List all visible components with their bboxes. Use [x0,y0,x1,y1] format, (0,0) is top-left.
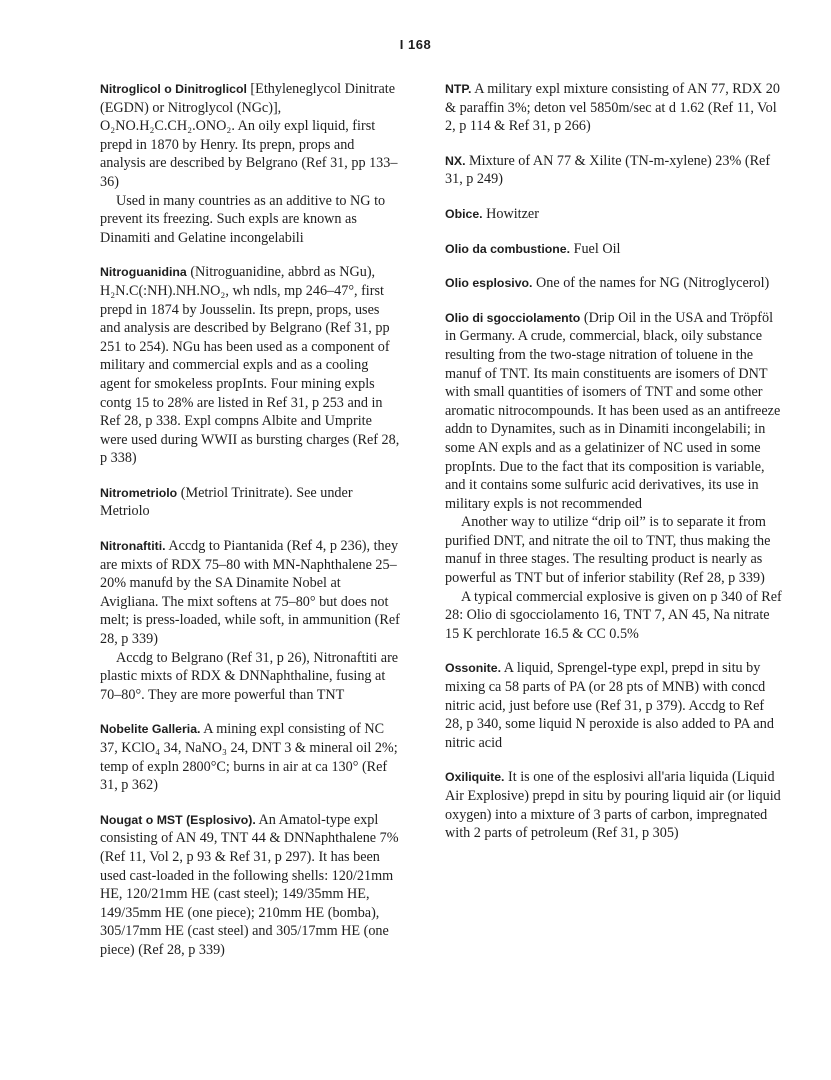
entry-nx [445,152,785,189]
left-column [100,80,400,976]
entry-heading: Obice. [445,206,483,221]
entry-heading: Nitronaftiti. [100,539,166,554]
entry-ossonite [445,659,785,752]
entry-heading: NX. [445,153,466,168]
entry-text: Another way to utilize “drip oil” is to separate it from purified DNT, and nitrate the oil to TNT, thus making the manuf in three stages. The resulting product is nearly as powerful as TNT but of inferior stability (Ref 28, p 339) [445,514,771,587]
entry-heading: Nougat o MST (Esplosivo). [100,812,256,827]
entry-text: A military expl mixture consisting of AN 77, RDX 20 & paraffin 3%; deton vel 5850m/sec at d 1.62 (Ref 11, Vol 2, p 114 & Ref 31, p 266) [445,81,780,135]
entry-heading: Nitrometriolo [100,485,178,500]
entry-heading: Oxiliquite. [445,770,505,785]
entry-heading: Olio esplosivo. [445,276,533,291]
entry-nitrometriolo [100,484,400,521]
entry-nitronaftiti [100,537,400,704]
entry-text: (Nitroguanidine, abbrd as NGu), H₂N.C(:NH).NH.NO₂, wh ndls, mp 246–47°, first prepd in 1874 by Jousselin. Its prepn, props, uses and analysis are described by Belgrano (Ref 31, pp 251 to 254). NGu has been used as a component of military and commercial expls and as a cooling agent for smokeless propInts. Four mining expls contg 15 to 28% are listed in Ref 31, p 253 and in Ref 28, p 338. Expl compns Albite and Umprite were used during WWII as bursting charges (Ref 28, p 338) [100,264,400,467]
entry-heading: Olio di sgocciolamento [445,310,581,325]
page-number: I 168 [399,37,432,52]
entry-text: Accdg to Belgrano (Ref 31, p 26), Nitronaftiti are plastic mixts of RDX & DNNaphthaline, fusing at 70–80°. They are more powerful than TNT [100,649,399,703]
entry-text: Accdg to Piantanida (Ref 4, p 236), they are mixts of RDX 75–80 with MN-Naphthalene 25–20% manufd by the SA Dinamite Nobel at Avigliana. The mixt softens at 75–80° but does not melt; is press-loaded, while soft, in ammunition (Ref 28, p 339) [100,538,400,648]
entry-text: Mixture of AN 77 & Xilite (TN-m-xylene) 23% (Ref 31, p 249) [445,152,771,188]
entry-nitroglicol [100,80,400,247]
entry-text: A liquid, Sprengel-type expl, prepd in situ by mixing ca 58 parts of PA (or 28 pts of MNB) with concd nitric acid, just before use (Ref 31, p 379). Accdg to Ref 28, p 340, some liquid N peroxide is also added to PA and nitric acid [445,660,774,751]
entry-text: One of the names for NG (Nitroglycerol) [532,275,770,292]
entry-text: (Drip Oil in the USA and Tröpföl in Germany. A crude, commercial, black, oily substance resulting from the two-stage nitration of toluene in the manuf of TNT. Its main constituents are isomers of DNT with small quantities of isomers of TNT and some other aromatic nitrocompounds. It has been used as an antifreeze addn to Dynamites, such as in Dinamiti incongelabili; in some AN expls and as a gelatinizer of NC used in some propInts. Due to the fact that its composition is variable, and it contains some sulfuric acid derivatives, its use in military expls is not recommended [445,309,781,512]
entry-ntp [445,80,785,136]
entry-oxiliquite [445,768,785,842]
entry-heading: NTP. [445,82,472,96]
entry-heading: Nitroguanidina [100,265,187,280]
entry-text: Fuel Oil [570,240,621,257]
entry-olio-da-combustione [445,240,785,259]
entry-text: Howitzer [482,205,539,222]
entry-text: It is one of the esplosivi all'aria liquida (Liquid Air Explosive) prepd in situ by pouring liquid air (or liquid oxygen) into a mixture of 3 parts of carbon, impregnated with 2 parts of petroleum (Ref 31, p 305) [445,769,781,842]
entry-text: [Ethyleneglycol Dinitrate (EGDN) or Nitroglycol (NGc)], O₂NO.H₂C.CH₂.ONO₂. An oily expl liquid, first prepd in 1870 by Henry. Its prepn, props and analysis are described by Belgrano (Ref 31, pp 133–36) [100,81,398,190]
entry-nitroguanidina [100,263,400,468]
entry-heading: Olio da combustione. [445,241,571,256]
entry-text: An Amatol-type expl consisting of AN 49, TNT 44 & DNNaphthalene 7% (Ref 11, Vol 2, p 93 & Ref 31, p 297). It has been used cast-loaded in the following shells: 120/21mm HE, 120/21mm HE (cast steel); 149/35mm HE, 149/35mm HE (one piece); 210mm HE (bomba), 305/17mm HE (cast steel) and 305/17mm HE (one piece) (Ref 28, p 339) [100,811,399,958]
entry-nobelite-galleria [100,720,400,794]
entry-nougat [100,811,400,960]
entry-text: A mining expl consisting of NC 37, KClO₄ 34, NaNO₃ 24, DNT 3 & mineral oil 2%; temp of expln 2800°C; burns in air at ca 130° (Ref 31, p 362) [100,721,398,794]
entry-heading: Ossonite. [445,661,502,676]
entry-text: (Metriol Trinitrate). See under Metriolo [100,484,353,520]
entry-obice [445,205,785,224]
entry-olio-di-sgocciolamento [445,309,785,644]
entry-heading: Nitroglicol o Dinitroglicol [100,82,247,96]
right-column [445,80,785,859]
entry-text: Used in many countries as an additive to NG to prevent its freezing. Such expls are known as Dinamiti and Gelatine incongelabili [100,192,386,246]
entry-olio-esplosivo [445,274,785,293]
entry-heading: Nobelite Galleria. [100,722,201,737]
entry-text: A typical commercial explosive is given on p 340 of Ref 28: Olio di sgocciolamento 16, TNT 7, AN 45, Na nitrate 15 K perchlorate 16.5 & CC 0.5% [445,588,782,642]
